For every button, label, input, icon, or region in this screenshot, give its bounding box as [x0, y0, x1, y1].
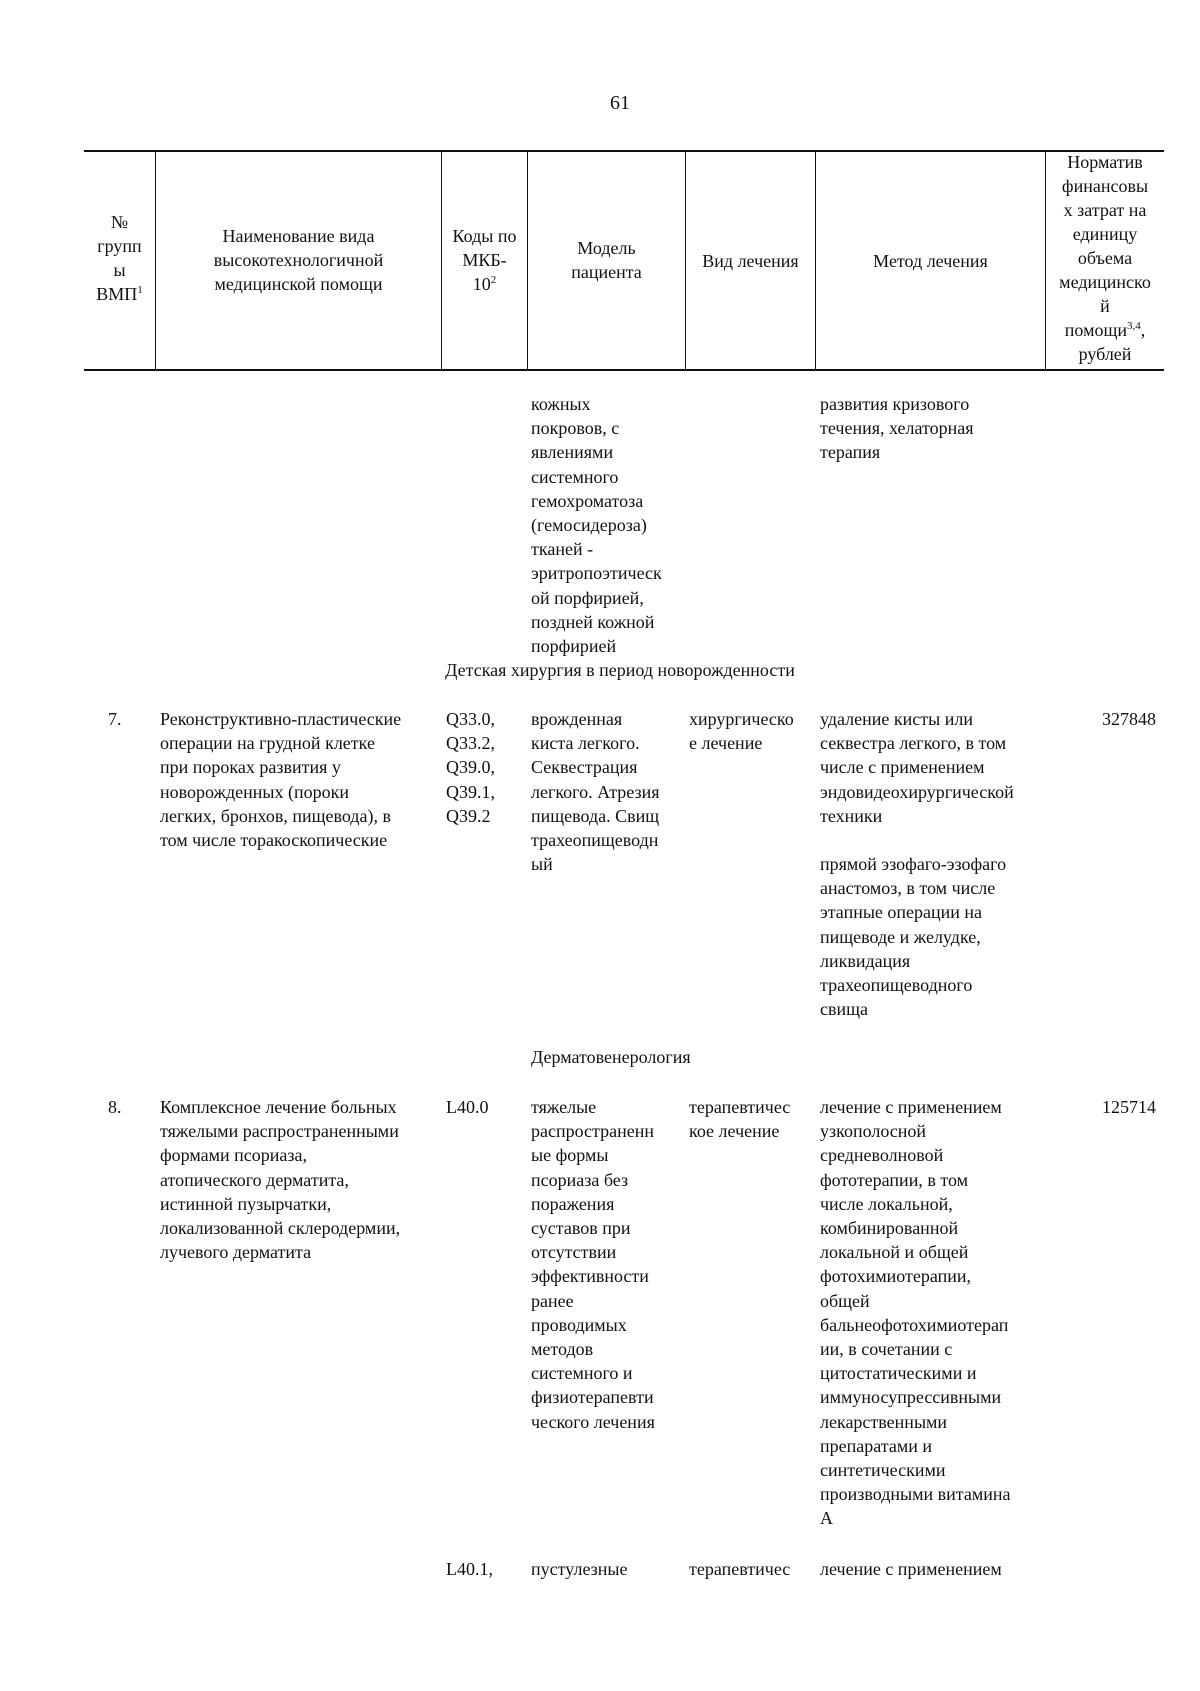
- row-method: удаление кисты или секвестра легкого, в том числе с применением эндовидеохирургической техники: [820, 709, 1014, 826]
- header-method: Метод лечения: [873, 251, 988, 271]
- row-number: 7.: [108, 709, 122, 729]
- page-number: 61: [610, 92, 630, 114]
- row-method: лечение с применением: [820, 1559, 1002, 1579]
- section-title: Детская хирургия в период новорожденности: [445, 660, 795, 680]
- continued-model: кожных покровов, с явлениями системного гемохроматоза (гемосидероза) тканей - эритропоэтическ ой порфирией, поздней кожной порфирией: [531, 394, 662, 657]
- header-bottom-rule: [84, 369, 1164, 371]
- row-model: пустулезные: [531, 1559, 628, 1579]
- row-number: 8.: [108, 1097, 122, 1117]
- row-norm: 327848: [1102, 709, 1156, 729]
- row-codes: L40.1,: [446, 1559, 493, 1579]
- row-name: Комплексное лечение больных тяжелыми распространенными формами псориаза, атопического дерматита, истинной пузырчатки, локализованной склеродермии, лучевого дерматита: [160, 1097, 401, 1263]
- header-top-rule: [84, 150, 1164, 152]
- row-treatment: хирургическо е лечение: [689, 709, 794, 754]
- header-codes: Коды по МКБ- $10^2$: [452, 226, 517, 294]
- row-model: тяжелые распространенн ые формы псориаза без поражения суставов при отсутствии эффективности ранее проводимых методов системного и физиотерапевти ческого лечения: [531, 1097, 655, 1432]
- row-method-alt: прямой эзофаго-эзофаго анастомоз, в том числе этапные операции на пищеводе и желудке, ликвидация трахеопищеводного свища: [820, 854, 1007, 1020]
- row-method: лечение с применением узкополосной средневолновой фототерапии, в том числе локальной, комбинированной локальной и общей фотохимиотерапии, общей бальнеофотохимиотерап ии, в сочетании с цитостатическими и иммуносупрессивными лекарственными препаратами и синтетическими производными витамина А: [820, 1097, 1011, 1529]
- row-name: Реконструктивно-пластические операции на грудной клетке при пороках развития у новорожденных (пороки легких, бронхов, пищевода), в том числе торакоскопические: [160, 709, 402, 851]
- header-model: Модель пациента: [571, 238, 642, 282]
- header-norm: Норматив финансовы х затрат на единицу объема медицинско й помощи$^{3,4}$, рублей: [1059, 152, 1151, 364]
- header-name: Наименование вида высокотехнологичной медицинской помощи: [213, 226, 384, 294]
- continued-method: развития кризового течения, хелаторная терапия: [820, 394, 974, 463]
- row-codes: Q33.0, Q33.2, Q39.0, Q39.1, Q39.2: [446, 709, 495, 826]
- header-group-number: № групп ы ВМП$^1$: [96, 212, 143, 304]
- row-codes: L40.0: [446, 1097, 489, 1117]
- row-norm: 125714: [1102, 1097, 1156, 1117]
- row-model: врожденная киста легкого. Секвестрация легкого. Атрезия пищевода. Свищ трахеопищеводн ый: [531, 709, 660, 875]
- row-treatment: терапевтичес кое лечение: [689, 1097, 791, 1142]
- section-title: Дерматовенерология: [531, 1047, 691, 1067]
- header-treatment-type: Вид лечения: [702, 251, 799, 271]
- row-treatment: терапевтичес: [689, 1559, 791, 1579]
